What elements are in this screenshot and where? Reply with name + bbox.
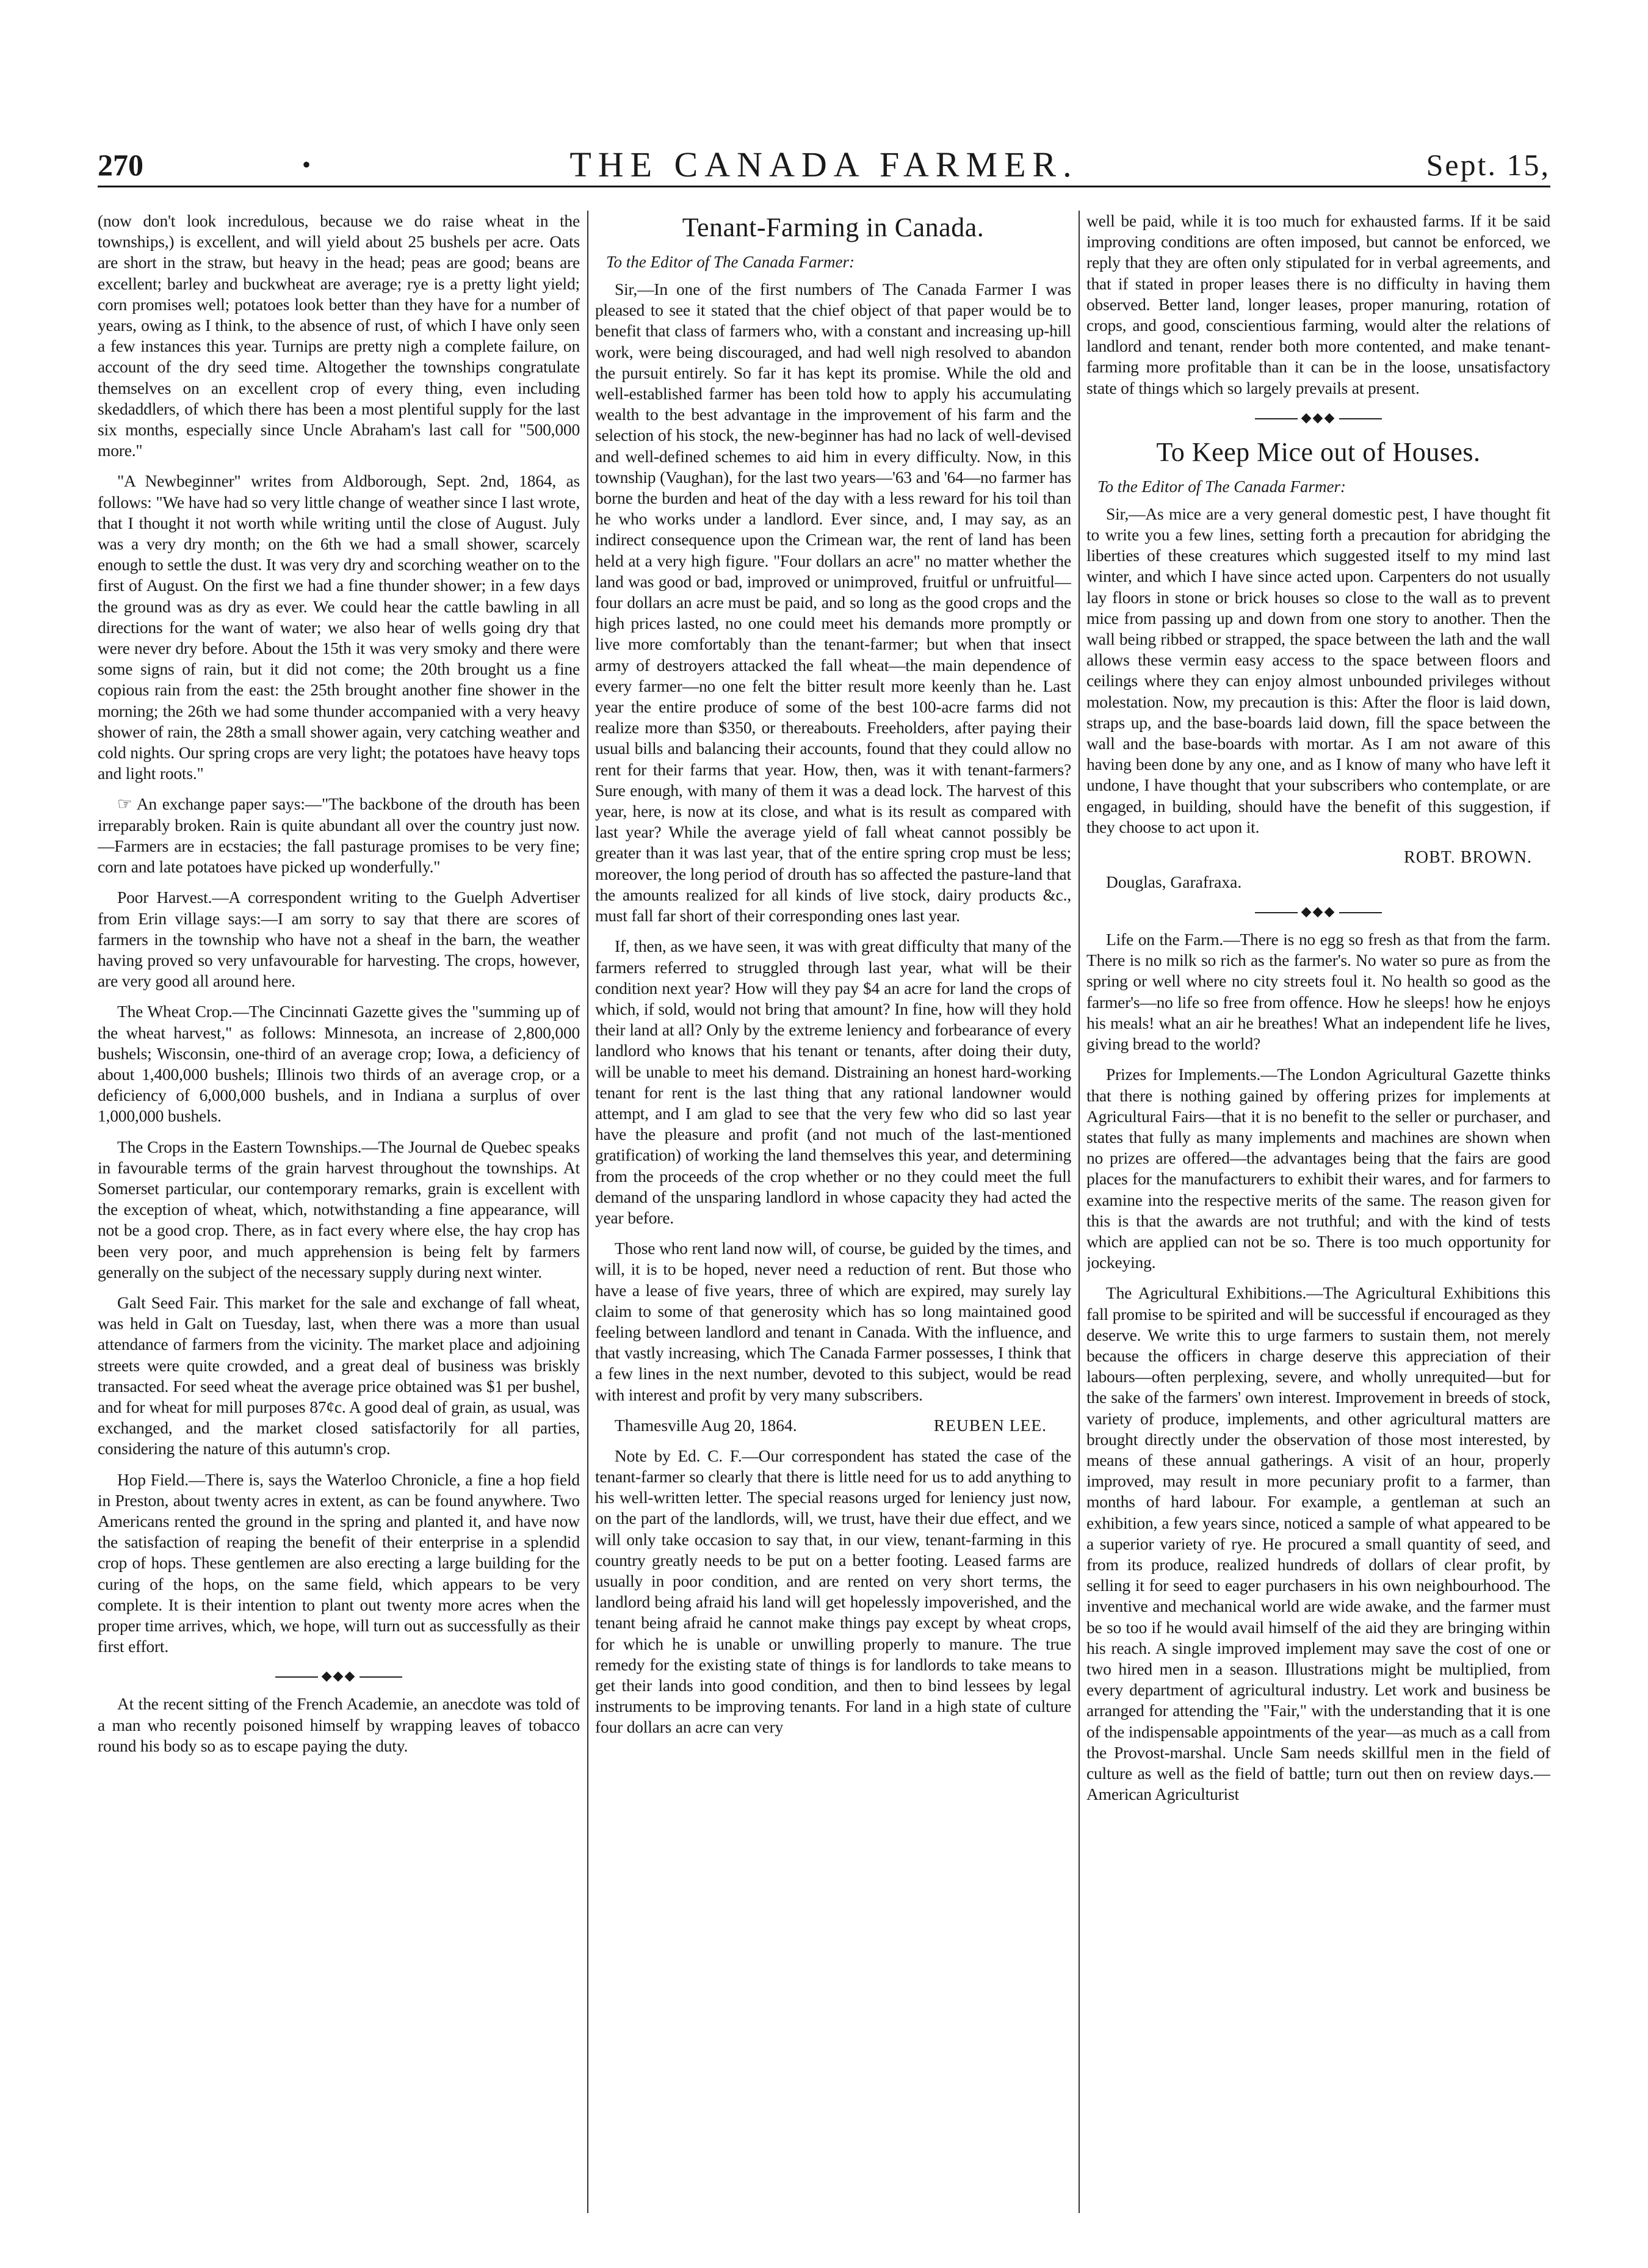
section-divider: ◆◆◆ — [98, 1667, 580, 1685]
article-paragraph: Life on the Farm.—There is no egg so fresh as that from the farm. There is no milk so rich as the farmer's. No water so pure as from the spring or well where no city streets foul it. No health so good as the farmer's—no life so free from offence. How he sleeps! how he enjoys his meals! what an air he breathes! What an independent life he lives, giving bread to the world? — [1086, 930, 1550, 1054]
issue-date: Sept. 15, — [1426, 148, 1550, 182]
column-divider-2 — [1079, 211, 1080, 2213]
article-paragraph: well be paid, while it is too much for exhausted farms. If it be said improving conditions are often imposed, but cannot be enforced, we reply that they are often only stipulated for in verbal agreements, and that if stated in proper leases there is no difficulty in having them observed. Better land, longer leases, proper manuring, rotation of crops, and good, conscientious farming, would alter the relations of landlord and tenant, render both more contented, and make tenant-farming more profitable than it can be in the loose, unsatisfactory state of things which so largely prevails at present. — [1086, 211, 1550, 397]
header-bullet: • — [302, 151, 311, 178]
article-paragraph: If, then, as we have seen, it was with great difficulty that many of the farmers referred to struggled through last year, what will be their condition next year? How will they pay $4 an acre for land the crops of which, if sold, would not bring that amount? In fine, how will they hold their land at all? Only by the extreme leniency and forbearance of every landlord who knows that his tenant or tenants, after doing their duty, will be unable to meet his demand. Distraining an honest hard-working tenant for rent is the last thing that any rational landowner would attempt, and I am glad to see that the very few who did so last year have the pleasure and profit (and not much of the last-mentioned gratification) of working the land themselves this year, and determining from the proceeds of the crop whether or no they could meet the full demand of the unsparing landlord in whose capacity they had acted the year before. — [595, 937, 1071, 1227]
column-2 — [595, 211, 1071, 2225]
article-paragraph: (now don't look incredulous, because we do raise wheat in the townships,) is excellent, and will yield about 25 bushels per acre. Oats are short in the straw, but heavy in the head; peas are good; beans are excellent; barley and buckwheat are average; rye is a pretty light yield; corn promises well; potatoes look better than they have for a number of years, owing as I think, to the absence of rust, of which I have only seen a few instances this year. Turnips are pretty nigh a complete failure, on account of the dry seed time. Altogether the townships congratulate themselves on an excellent crop of every thing, even including skedaddlers, of which there has been a most plentiful supply for the last six months, especially since Uncle Abraham's last call for "500,000 more." — [98, 211, 580, 460]
editor-note-paragraph: Note by Ed. C. F.—Our correspondent has stated the case of the tenant-farmer so clearly that there is little need for us to add anything to his well-written letter. The special reasons urged for leniency just now, on the part of the landlords, will, we trust, have their due effect, and we will only take occasion to say that, in our view, tenant-farming in this country greatly needs to be put on a better footing. Leased farms are usually in poor condition, and are rented on very short terms, the landlord being afraid his land will get hopelessly impoverished, and the tenant being afraid he cannot make things pay except by wheat crops, for which he is unable or unwilling properly to manure. The true remedy for the existing state of things is for landlords to take means to get their lands into good condition, and then to bind lessees by legal instruments to be improving tenants. For land in a high state of culture four dollars an acre can very — [595, 1446, 1071, 1737]
section-divider: ◆◆◆ — [1086, 408, 1550, 427]
signature: REUBEN LEE. — [933, 1415, 1047, 1435]
article-paragraph: The Crops in the Eastern Townships.—The Journal de Quebec speaks in favourable terms of the grain harvest throughout the townships. At Somerset particular, our contemporary remarks, grain is excellent with the exception of wheat, which, notwithstanding a fine appearance, will not be a good crop. There, as in fact every where else, the hay crop has been very poor, and much apprehension is being felt by farmers generally on the subject of the necessary supply during next winter. — [98, 1137, 580, 1281]
signature-place: Douglas, Garafraxa. — [1106, 872, 1242, 892]
article-paragraph: Sir,—In one of the first numbers of The Canada Farmer I was pleased to see it stated that the chief object of that paper would be to benefit that class of farmers who, with a constant and increasing up-hill work, were being discouraged, and had well nigh resolved to abandon the pursuit entirely. So far it has kept its promise. While the old and well-established farmer has been told how to apply his accumulating wealth to the best advantage in the improvement of his farm and the selection of his stock, the new-beginner has had no lack of well-devised and well-defined schemes to aid him in every difficulty. Now, in this township (Vaughan), for the last two years—'63 and '64—no farmer has borne the burden and heat of the day with a less reward for his toil than he who works under a landlord. Ever since, and, I may say, as an indirect consequence upon the Crimean war, the rent of land has been held at a very high figure. "Four dollars an acre" no matter whether the land was good or bad, improved or unimproved, fruitful or unfruitful—four dollars an acre must be paid, and so long as the good crops and the high prices lasted, no one could meet his demands more promptly or live more comfortably than the tenant-farmer; but when that insect army of destroyers attacked the fall wheat—the main dependence of every farmer—no one felt the bitter result more keenly than he. Last year the entire produce of some of the best 100-acre farms did not realize more than $350, or thereabouts. Freeholders, after paying their usual bills and balancing their accounts, found that they could allow no rent for their farms that year. How, then, was it with tenant-farmers? Sure enough, with many of them it was a dead lock. The harvest of this year, here, is now at its close, and what is its result as compared with last year? While the average yield of fall wheat cannot possibly be greater than it was last year, that of the entire spring crop must be less; moreover, the long period of drouth has so affected the pasture-land that the amounts realized for all kinds of live stock, dairy products &c., must fall far short of their corresponding ones last year. — [595, 280, 1071, 926]
article-paragraph: The Wheat Crop.—The Cincinnati Gazette gives the "summing up of the wheat harvest," as follows: Minnesota, an increase of 2,800,000 bushels; Wisconsin, one-third of an average crop; Iowa, a deficiency of about 1,400,000 bushels; Illinois two thirds of an average crop, or a deficiency of 6,000,000 bushels, and in Indiana a surplus of over 1,000,000 bushels. — [98, 1002, 580, 1126]
dateline: Thamesville Aug 20, 1864. — [615, 1415, 797, 1435]
article-paragraph: Those who rent land now will, of course, be guided by the times, and will, it is to be hoped, never need a reduction of rent. But those who have a lease of five years, three of which are expired, may surely lay claim to some of that generosity which has so long maintained good feeling between landlord and tenant in Canada. With the influence, and that vastly increasing, which The Canada Farmer possesses, I think that a few lines in the next number, devoted to this subject, would be read with interest and profit by very many subscribers. — [595, 1239, 1071, 1404]
page-header — [98, 122, 1550, 189]
column-3 — [1086, 211, 1550, 2225]
editor-salutation: To the Editor of The Canada Farmer: — [1097, 477, 1346, 496]
article-paragraph: Hop Field.—There is, says the Waterloo Chronicle, a fine a hop field in Preston, about twenty acres in extent, as can be found anywhere. Two Americans rented the ground in the spring and planted it, and have now the satisfaction of reaping the benefit of their enterprise in a splendid crop of hops. These gentlemen are also erecting a large building for the curing of the hops, on the same field, which appears to be very complete. It is their intention to plant out twenty more acres when the proper time arrives, which, we hope, will turn out as successfully as their first effort. — [98, 1469, 580, 1656]
article-paragraph: At the recent sitting of the French Academie, an anecdote was told of a man who recently poisoned himself by wrapping leaves of tobacco round his body so as to escape paying the duty. — [98, 1694, 580, 1755]
article-paragraph: "A Newbeginner" writes from Aldborough, Sept. 2nd, 1864, as follows: "We have had so very little change of weather since I last wrote, that I thought it not worth while writing until the close of August. July was a very dry month; on the 6th we had a small shower, scarcely enough to settle the dust. It was very dry and scorching weather on to the first of August. On the first we had a fine thunder shower; in a few days the ground was as dry as ever. We could hear the cattle bawling in all directions for the want of water; we also hear of wells going dry that were never dry before. About the 15th it was very smoky and there were some signs of rain, but it did not come; the 20th brought us a fine copious rain from the east: the 25th brought another fine shower in the morning; the 26th we had some thunder accompanied with a very heavy shower of rain, the 28th a small shower again, very catching weather and cold nights. Our spring crops are very light; the potatoes have heavy tops and light roots." — [98, 471, 580, 783]
letter-signoff — [595, 1415, 1071, 1436]
article-paragraph: Poor Harvest.—A correspondent writing to the Guelph Advertiser from Erin village says:—I am sorry to say that there are scores of farmers in the township who have not a sheaf in the barn, the weather having proved so very unfavourable for harvesting. The crops, however, are very good all around here. — [98, 888, 580, 991]
article-paragraph: Galt Seed Fair. This market for the sale and exchange of fall wheat, was held in Galt on Tuesday, last, when there was a more than usual attendance of farmers from the vicinity. The market place and adjoining streets were quite crowded, and a great deal of business was briskly transacted. For seed wheat the average price obtained was $1 per bushel, and for wheat for mill purposes 87¢c. A good deal of grain, as usual, was exchanged, and the market closed satisfactorily for all parties, considering the nature of this autumn's crop. — [98, 1292, 580, 1458]
signature: ROBT. BROWN. — [1404, 848, 1532, 868]
article-paragraph: Sir,—As mice are a very general domestic pest, I have thought fit to write you a few lines, setting forth a precaution for abridging the liberties of these creatures which suggested itself to my mind last winter, and which I have since acted upon. Carpenters do not usually lay floors in stone or brick houses so close to the wall as to prevent mice from passing up and down from one story to another. Then the wall being ribbed or strapped, the space between the lath and the wall allows these vermin easy access to the space between floors and ceilings where they can enjoy almost unbounded privileges without molestation. Now, my precaution is this: After the floor is laid down, straps up, and the base-boards laid down, fill the space between the wall and the base-boards with mortar. As I am not aware of this having been done by any one, and as I know of many who have left it undone, I have thought that your subscribers who contemplate, or are engaged, in building, should have the benefit of this suggestion, if they choose to act upon it. — [1086, 504, 1550, 836]
page-number: 270 — [98, 148, 143, 182]
editor-salutation: To the Editor of The Canada Farmer: — [606, 253, 855, 271]
masthead-title: THE CANADA FARMER. — [569, 145, 1079, 184]
article-heading-mice: To Keep Mice out of Houses. — [1156, 437, 1481, 467]
article-heading-tenant-farming: Tenant-Farming in Canada. — [682, 212, 985, 242]
article-paragraph: Prizes for Implements.—The London Agricultural Gazette thinks that there is nothing gained by offering prizes for implements at Agricultural Fairs—that it is no benefit to the seller or purchaser, and states that fully as many implements and machines are shown when no prizes are offered—the advantages being that the fairs are good places for the manufacturers to exhibit their wares, and for farmers to examine into the respective merits of the same. The reason given for this is that the awards are not truthful; and with the kind of tests which are applied can not be so. There is too much opportunity for jockeying. — [1086, 1065, 1550, 1272]
section-divider: ◆◆◆ — [1086, 902, 1550, 921]
column-divider-1 — [587, 211, 588, 2213]
article-paragraph: The Agricultural Exhibitions.—The Agricultural Exhibitions this fall promise to be spirited and will be successful if encouraged as they deserve. We write this to urge farmers to sustain them, not merely because the officers in charge deserve this appreciation of their labours—often perplexing, severe, and wholly unrequited—but for the sake of the farmers' own interest. Improvement in breeds of stock, variety of produce, implements, and other agricultural matters are brought directly under the observation of those most interested, by means of these annual gatherings. A visit of an hour, properly improved, may result in more pecuniary profit to a farmer, than months of hard labour. For example, a gentleman at such an exhibition, a few years since, noticed a sample of what appeared to be a superior variety of rye. He procured a small quantity of seed, and from its produce, realized hundreds of dollars of clear profit, by selling it for seed to eager purchasers in his own neighbourhood. The inventive and mechanical world are wide awake, and the farmer must be so too if he would avail himself of the aid they are bringing within his reach. A single improved implement may save the cost of one or two hired men in a season. Illustrations might be multiplied, from every department of agricultural industry. Let work and business be arranged for attending the "Fair," with the understanding that it is one of the indispensable appointments of the year—as much as a call from the Provost-marshal. Uncle Sam needs skillful men in the field of culture as well as the field of battle; turn out then on review days.—American Agriculturist — [1086, 1283, 1550, 1804]
article-paragraph: ☞ An exchange paper says:—"The backbone of the drouth has been irreparably broken. Rain is quite abundant all over the country just now.—Farmers are in ecstacies; the fall pasturage promises to be very fine; corn and late potatoes have picked up wonderfully." — [98, 794, 580, 877]
column-1 — [98, 211, 580, 2225]
header-rule — [98, 186, 1550, 187]
